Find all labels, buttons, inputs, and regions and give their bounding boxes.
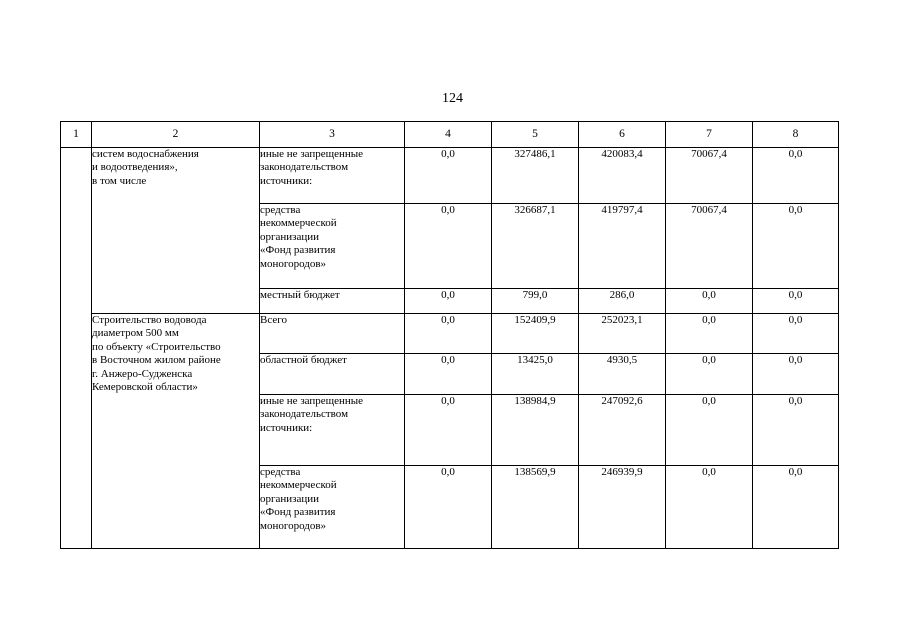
- table-row: [61, 314, 839, 354]
- value-cell: 0,0: [405, 466, 492, 549]
- value-cell: 4930,5: [579, 354, 666, 395]
- value-cell: 799,0: [492, 289, 579, 314]
- value-cell: 0,0: [753, 466, 839, 549]
- header-col-2: 2: [92, 122, 260, 148]
- funding-source: областной бюджет: [260, 354, 405, 395]
- value-cell: 138569,9: [492, 466, 579, 549]
- funding-source: местный бюджет: [260, 289, 405, 314]
- value-cell: 252023,1: [579, 314, 666, 354]
- value-cell: 13425,0: [492, 354, 579, 395]
- funding-source: средства некоммерческой организации «Фонд развития моногородов»: [260, 466, 405, 549]
- page-number: 124: [442, 91, 463, 106]
- value-cell: 0,0: [753, 289, 839, 314]
- object-description: систем водоснабжения и водоотведения», в том числе: [92, 148, 260, 314]
- value-cell: 286,0: [579, 289, 666, 314]
- value-cell: 0,0: [753, 204, 839, 289]
- header-col-1: 1: [61, 122, 92, 148]
- table-row: [61, 148, 839, 204]
- header-col-4: 4: [405, 122, 492, 148]
- funding-source: средства некоммерческой организации «Фонд развития моногородов»: [260, 204, 405, 289]
- value-cell: 0,0: [753, 395, 839, 466]
- value-cell: 0,0: [666, 314, 753, 354]
- value-cell: 0,0: [753, 354, 839, 395]
- header-col-8: 8: [753, 122, 839, 148]
- value-cell: 0,0: [405, 289, 492, 314]
- value-cell: 246939,9: [579, 466, 666, 549]
- header-col-7: 7: [666, 122, 753, 148]
- value-cell: 0,0: [666, 395, 753, 466]
- header-col-5: 5: [492, 122, 579, 148]
- value-cell: 0,0: [405, 204, 492, 289]
- value-cell: 327486,1: [492, 148, 579, 204]
- value-cell: 0,0: [753, 314, 839, 354]
- value-cell: 247092,6: [579, 395, 666, 466]
- funding-source: иные не запрещенные законодательством источники:: [260, 395, 405, 466]
- value-cell: 0,0: [666, 466, 753, 549]
- value-cell: 0,0: [666, 289, 753, 314]
- value-cell: 0,0: [405, 354, 492, 395]
- value-cell: 70067,4: [666, 148, 753, 204]
- value-cell: 0,0: [405, 395, 492, 466]
- budget-table: [60, 121, 839, 549]
- value-cell: 420083,4: [579, 148, 666, 204]
- header-col-3: 3: [260, 122, 405, 148]
- funding-source: Всего: [260, 314, 405, 354]
- value-cell: 419797,4: [579, 204, 666, 289]
- value-cell: 70067,4: [666, 204, 753, 289]
- object-description: Строительство водовода диаметром 500 мм по объекту «Строительство в Восточном жилом районе г. Анжеро-Судженска Кемеровской области»: [92, 314, 260, 549]
- value-cell: 0,0: [666, 354, 753, 395]
- value-cell: 326687,1: [492, 204, 579, 289]
- value-cell: 0,0: [405, 148, 492, 204]
- header-row: [61, 122, 839, 148]
- value-cell: 0,0: [405, 314, 492, 354]
- row-number-cell: [61, 148, 92, 549]
- funding-source: иные не запрещенные законодательством источники:: [260, 148, 405, 204]
- value-cell: 138984,9: [492, 395, 579, 466]
- value-cell: 152409,9: [492, 314, 579, 354]
- value-cell: 0,0: [753, 148, 839, 204]
- header-col-6: 6: [579, 122, 666, 148]
